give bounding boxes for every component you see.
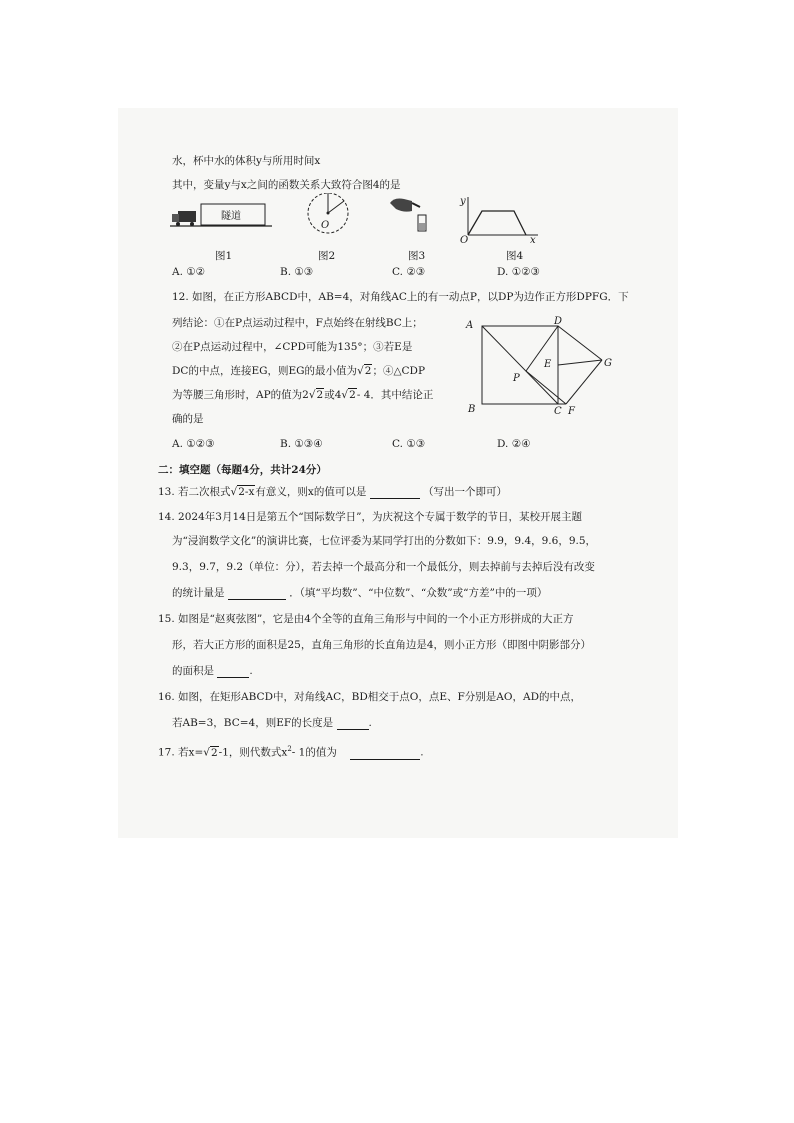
fig12-label-b: B [468, 404, 476, 415]
fig4-y-label: y [460, 196, 466, 207]
q12-line4-radicand: 2 [364, 365, 372, 377]
sqrt-symbol: √ [341, 389, 349, 401]
fig12-label-a: A [466, 320, 474, 331]
q14-line1: 14. 2024年3月14日是第五个“国际数学日”，为庆祝这个专属于数学的节日，某校开展主题 [158, 511, 583, 523]
q14-line5-text: ．（填“平均数”、“中位数”、“众数”或“方差”中的一项） [289, 587, 548, 599]
q12-line5-tail: - 4．其中结论正 [356, 389, 434, 401]
q16-line2-text: 若AB=3，BC=4，则EF的长度是 [172, 717, 334, 729]
fig12-label-g: G [604, 358, 612, 369]
q14-line4 [172, 586, 547, 600]
q15-answer-blank[interactable] [217, 677, 249, 678]
q13-tail: （写出一个即可） [423, 486, 508, 498]
q12-line5-mid1: 2 [302, 389, 309, 401]
q13-line [158, 485, 507, 499]
q12-line1: 12. 如图，在正方形ABCD中，AB=4，对角线AC上的有一动点P，以DP为边作正方形DPFG．下 [172, 291, 629, 303]
q17-end: . [420, 746, 424, 759]
fig4-origin-label: O [460, 235, 469, 246]
q12-line5-text: 为等腰三角形时，AP的值为 [172, 389, 303, 401]
fig4-graph [459, 196, 538, 246]
q12-line5-radicand2: 2 [349, 389, 356, 401]
q12-option-a: A. ①②③ [172, 438, 215, 450]
q17-sup: 2 [287, 745, 292, 753]
q17-pre: 17. 若x= [158, 746, 204, 759]
q12-line4-tail: ；④△CDP [372, 365, 426, 377]
sqrt-symbol: √ [203, 746, 210, 759]
q14-line4-text: 的统计量是 [172, 587, 225, 599]
q15-line3 [172, 664, 253, 678]
fig12-label-c: C [554, 406, 562, 417]
sqrt-symbol: √ [357, 365, 364, 377]
fig4-x-label: x [530, 235, 536, 246]
q13-post: 有意义，则x的值可以是 [255, 486, 367, 498]
q12-line4-text: DC的中点，连接EG，则EG的最小值为 [172, 365, 358, 377]
q16-end: . [368, 717, 372, 729]
q11-figures [168, 193, 548, 249]
q12-line5 [172, 388, 433, 402]
q15-line1: 15. 如图是“赵爽弦图”，它是由4个全等的直角三角形与中间的一个小正方形拼成的大正方 [158, 613, 574, 625]
q14-line3: 9.3，9.7，9.2（单位：分），若去掉一个最高分和一个最低分，则去掉前与去掉后没有改变 [172, 561, 595, 573]
q11-option-d: D. ①②③ [497, 266, 540, 278]
q17-post: - 1的值为 [291, 746, 337, 759]
q11-option-c: C. ②③ [392, 266, 426, 278]
fig2-caption: 图2 [318, 250, 336, 262]
q16-answer-blank[interactable] [337, 729, 369, 730]
fig12-label-d: D [554, 316, 563, 327]
q14-answer-blank[interactable] [228, 599, 286, 600]
q12-line6: 确的是 [172, 413, 204, 425]
section2-heading: 二：填空题（每题4分，共计24分） [158, 464, 327, 476]
q13-radicand: 2-x [238, 486, 255, 498]
q13-answer-blank[interactable] [370, 498, 420, 499]
q17-line [158, 742, 424, 760]
fig12-label-p: P [513, 373, 520, 384]
q12-line2: 列结论：①在P点运动过程中，F点始终在射线BC上； [172, 317, 423, 329]
q12-option-d: D. ②④ [497, 438, 531, 450]
fig2-circle [308, 193, 348, 233]
q12-line3: ②在P点运动过程中，∠CPD可能为135°；③若E是 [172, 341, 413, 353]
q15-line2: 形，若大正方形的面积是25，直角三角形的长直角边是4，则小正方形（即图中阴影部分） [172, 639, 592, 651]
q12-line5-radicand1: 2 [316, 389, 324, 401]
q11-option-b: B. ①③ [280, 266, 314, 278]
sqrt-symbol: √ [308, 389, 316, 401]
q17-mid: -1，则代数式x [218, 746, 288, 759]
q12-figure [462, 314, 622, 418]
q15-end: . [249, 665, 253, 677]
fig4-caption: 图4 [506, 250, 524, 262]
q14-line2: 为“浸润数学文化”的演讲比赛，七位评委为某同学打出的分数如下：9.9，9.4，9.6，9.5， [172, 535, 597, 547]
fig1-tunnel-label: 隧道 [221, 211, 241, 222]
q16-line1: 16. 如图，在矩形ABCD中，对角线AC，BD相交于点O，点E、F分别是AO，AD的中点， [158, 691, 581, 703]
fig3-kettle-cup [390, 199, 426, 232]
fig12-label-f: F [568, 406, 575, 417]
q11-line1: 水，杯中水的体积y与所用时间x [172, 155, 321, 167]
q16-line2 [172, 716, 372, 730]
q15-line3-text: 的面积是 [172, 665, 214, 677]
q11-line2: 其中，变量y与x之间的函数关系大致符合图4的是 [172, 179, 401, 191]
q12-line4 [172, 364, 425, 378]
fig1-caption: 图1 [215, 250, 233, 262]
q11-option-a: A. ①② [172, 266, 206, 278]
sqrt-symbol: √ [230, 486, 238, 498]
q13-pre: 13. 若二次根式 [158, 486, 231, 498]
q12-option-b: B. ①③④ [280, 438, 323, 450]
q17-answer-blank[interactable] [350, 759, 420, 760]
q12-line5-mid2: 或4 [324, 389, 342, 401]
fig2-center-label: O [321, 220, 330, 231]
q12-option-c: C. ①③ [392, 438, 426, 450]
q17-radicand: 2 [210, 746, 218, 759]
fig12-label-e: E [544, 359, 552, 370]
fig3-caption: 图3 [408, 250, 426, 262]
fig1-truck-tunnel [170, 204, 272, 226]
